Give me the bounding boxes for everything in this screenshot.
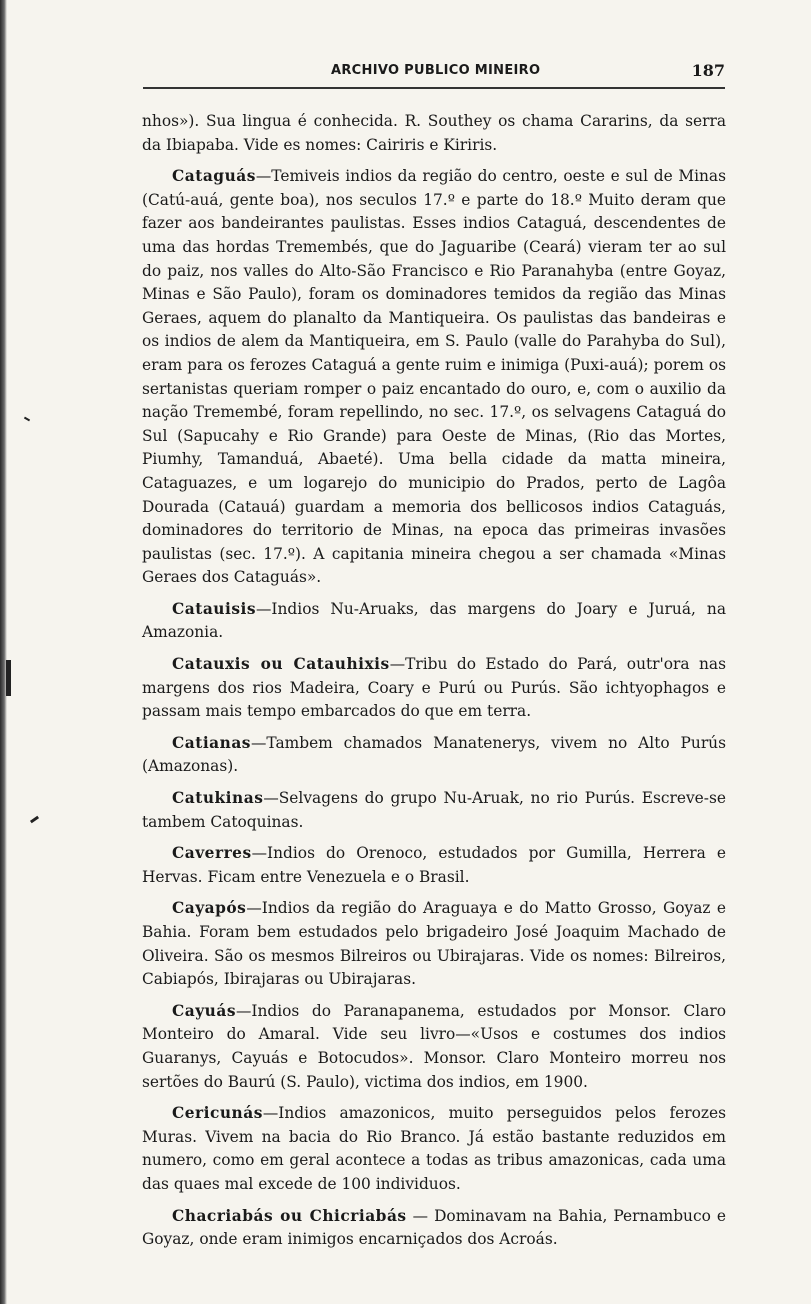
entry-headword: Caverres <box>172 844 252 863</box>
entry-headword: Catauxis ou Catauhixis <box>172 655 390 674</box>
entry-caverres <box>142 842 726 889</box>
entry-text: nhos»). Sua lingua é conhecida. R. Southey os chama Cararins, da serra da Ibiapaba. Vide es nomes: Cairiris e Kiriris. <box>142 112 726 154</box>
entry-text: —Indios do Orenoco, estudados por Gumilla, Herrera e Hervas. Ficam entre Venezuela e o Brasil. <box>142 844 726 886</box>
page-number: 187 <box>691 61 725 80</box>
entry-text: —Tribu do Estado do Pará, outr'ora nas margens dos rios Madeira, Coary e Purú ou Purús. São ichtyophagos e passam mais tempo embarcados do que em terra. <box>142 655 726 721</box>
entry-continuation <box>142 110 726 157</box>
entry-headword: Chacriabás ou Chicriabás <box>172 1206 407 1225</box>
entry-cataguas <box>142 165 726 590</box>
entry-text: — Dominavam na Bahia, Pernambuco e Goyaz, onde eram inimigos encarniçados dos Acroás. <box>142 1206 727 1249</box>
header-title: ARCHIVO PUBLICO MINEIRO <box>331 63 541 78</box>
entry-text: —Tambem chamados Manatenerys, vivem no Alto Purús (Amazonas). <box>142 733 726 776</box>
margin-mark <box>24 417 30 422</box>
entry-text: —Selvagens do grupo Nu-Aruak, no rio Purús. Escreve-se tambem Catoquinas. <box>142 789 726 831</box>
entry-text: —Indios da região do Araguaya e do Matto Grosso, Goyaz e Bahia. Foram bem estudados pelo brigadeiro José Joaquim Machado de Oliveira. São os mesmos Bilreiros ou Ubirajaras. Vide os nomes: Bilreiros, Cabiapós, Ibirajaras ou Ubirajaras. <box>142 899 726 989</box>
entry-headword: Cericunás <box>172 1104 263 1123</box>
header-rule <box>143 87 725 89</box>
entry-cericunas <box>142 1102 726 1196</box>
entry-chacriabas <box>142 1205 726 1252</box>
book-spine-shadow <box>0 0 7 1304</box>
entries-body <box>142 110 726 1260</box>
entry-text: —Temiveis indios da região do centro, oeste e sul de Minas (Catú-auá, gente boa), nos seculos 17.º e parte do 18.º Muito deram que fazer aos bandeirantes paulistas. Esses indios Cataguá, descendentes de uma das hordas Tremembés, que do Jaguaribe (Ceará) vieram ter ao sul do paiz, nos valles do Alto-São Francisco e Rio Paranahyba (entre Goyaz, Minas e São Paulo), foram os dominadores temidos da região das Minas Geraes, aquem do planalto da Mantiqueira. Os paulistas das bandeiras e os indios de alem da Mantiqueira, em S. Paulo (valle do Parahyba do Sul), eram para os ferozes Cataguá a gente ruim e inimiga (Puxi-auá); porem os sertanistas queriam romper o paiz encantado do ouro, e, com o auxilio da nação Tremembé, foram repellindo, no sec. 17.º, os selvagens Cataguá do Sul (Sapucahy e Rio Grande) para Oeste de Minas, (Rio das Mortes, Piumhy, Tamanduá, Abaeté). Uma bella cidade da matta mineira, Cataguazes, e um logarejo do municipio do Prados, perto de Lagôa Dourada (Catauá) guardam a memoria dos bellicosos indios Cataguás, dominadores do territorio de Minas, na epoca das primeiras invasões paulistas (sec. 17.º). A capitania mineira chegou a ser chamada «Minas Geraes dos Cataguás». <box>142 167 726 587</box>
entry-headword: Cayapós <box>172 899 247 918</box>
entry-text: —Indios Nu-Aruaks, das margens do Joary e Juruá, na Amazonia. <box>142 599 726 642</box>
entry-headword: Cataguás <box>172 167 256 186</box>
entry-headword: Catianas <box>172 733 251 752</box>
entry-catauisis <box>142 598 726 645</box>
margin-mark <box>30 816 39 824</box>
entry-catianas <box>142 732 726 779</box>
entry-text: —Indios amazonicos, muito perseguidos pelos ferozes Muras. Vivem na bacia do Rio Branco. Já estão bastante reduzidos em numero, como em geral acontece a todas as tribus amazonicas, cada uma das quaes mal excede de 100 individuos. <box>142 1104 726 1193</box>
entry-headword: Cayuás <box>172 1001 236 1020</box>
entry-headword: Catukinas <box>172 789 264 808</box>
entry-cayuas <box>142 1000 726 1094</box>
entry-cayapos <box>142 897 726 991</box>
entry-catauxis <box>142 653 726 724</box>
running-header <box>143 63 725 85</box>
entry-catukinas <box>142 787 726 834</box>
margin-mark <box>6 660 11 696</box>
entry-headword: Catauisis <box>172 599 257 618</box>
entry-text: —Indios do Paranapanema, estudados por Monsor. Claro Monteiro do Amaral. Vide seu livro—«Usos e costumes dos indios Guaranys, Cayuás e Botocudos». Monsor. Claro Monteiro morreu nos sertões do Baurú (S. Paulo), victima dos indios, em 1900. <box>142 1001 726 1091</box>
